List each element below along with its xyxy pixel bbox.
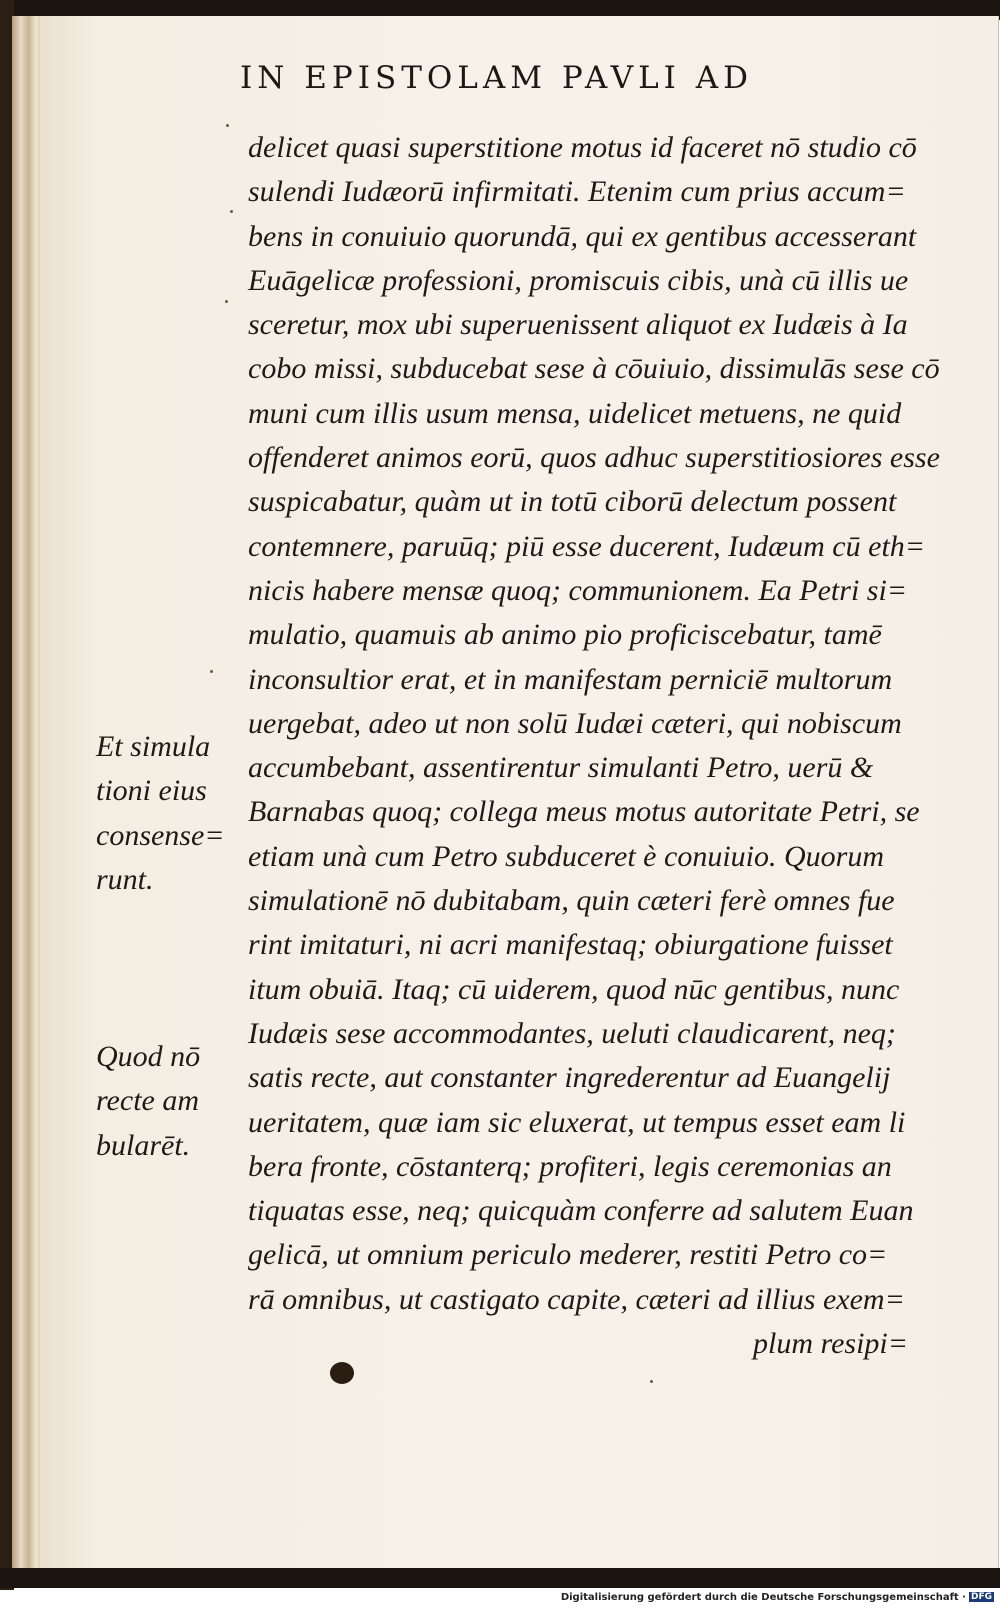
- text-line: offenderet animos eorū, quos adhuc superstitiosiores esse: [248, 441, 940, 475]
- text-line: simulationē nō dubitabam, quin cæteri ferè omnes fue: [248, 884, 895, 918]
- margin-note-line: bularēt.: [96, 1128, 191, 1162]
- main-text-block: [248, 126, 940, 1366]
- text-line: uergebat, adeo ut non solū Iudæi cæteri, qui nobiscum: [248, 706, 902, 740]
- margin-note-line: Quod nō: [96, 1040, 201, 1073]
- margin-note-simulation: [96, 725, 225, 902]
- text-line: inconsultior erat, et in manifestam perniciē multorum: [248, 662, 893, 696]
- text-line: Euāgelicæ professioni, promiscuis cibis, unà cū illis ue: [248, 263, 909, 297]
- paper-speck: [230, 210, 233, 213]
- text-line: bens in conuiuio quorundā, qui ex gentibus accesserant: [248, 219, 917, 253]
- text-line: sulendi Iudæorū infirmitati. Etenim cum prius accum=: [248, 175, 906, 209]
- text-line: suspicabatur, quàm ut in totū ciborū delectum possent: [248, 485, 897, 519]
- text-line: nicis habere mensæ quoq; communionem. Ea Petri si=: [248, 573, 908, 607]
- margin-note-line: tioni eius: [96, 774, 207, 808]
- text-line: gelicā, ut omnium periculo mederer, restiti Petro co=: [248, 1238, 888, 1272]
- text-line: accumbebant, assentirentur simulanti Petro, uerū &: [248, 751, 874, 785]
- digitization-credit: [561, 1592, 994, 1603]
- running-head: IN EPISTOLAM PAVLI AD: [240, 60, 754, 96]
- margin-note-not-right: [96, 1035, 200, 1168]
- text-line: rint imitaturi, ni acri manifestaq; obiurgatione fuisset: [248, 928, 893, 962]
- text-line: ueritatem, quæ iam sic eluxerat, ut tempus esset eam li: [248, 1105, 906, 1139]
- margin-note-line: Et simula: [96, 730, 211, 763]
- text-line: bera fronte, cōstanterq; profiteri, legis ceremonias an: [248, 1149, 892, 1183]
- paper-speck: [210, 670, 213, 673]
- text-line: rā omnibus, ut castigato capite, cæteri ad illius exem=: [248, 1282, 905, 1316]
- catchword: plum resipi=: [753, 1327, 908, 1361]
- text-line: muni cum illis usum mensa, uidelicet metuens, ne quid: [248, 396, 902, 430]
- text-line: contemnere, paruūq; piū esse ducerent, Iudæum cū eth=: [248, 529, 926, 563]
- paper-speck: [225, 300, 228, 303]
- paper-speck: [226, 124, 229, 127]
- text-line: itum obuiā. Itaq; cū uiderem, quod nūc gentibus, nunc: [248, 972, 900, 1006]
- text-line: satis recte, aut constanter ingrederentur ad Euangelij: [248, 1061, 891, 1095]
- text-line: sceretur, mox ubi superuenissent aliquot ex Iudæis à Ia: [248, 308, 908, 342]
- footer-text: Digitalisierung gefördert durch die Deutsche Forschungsgemeinschaft ·: [560, 1592, 966, 1603]
- text-line: mulatio, quamuis ab animo pio proficiscebatur, tamē: [248, 618, 882, 652]
- text-line: Iudæis sese accommodantes, ueluti claudicarent, neq;: [248, 1016, 896, 1050]
- text-line: cobo missi, subducebat sese à cōuiuio, dissimulās sese cō: [248, 352, 940, 386]
- dfg-logo-icon: DFG: [970, 1592, 992, 1602]
- scan-bottom-border: [0, 1568, 1000, 1588]
- text-line: tiquatas esse, neq; quicquàm conferre ad salutem Euan: [248, 1194, 914, 1228]
- margin-note-line: runt.: [96, 862, 154, 896]
- text-line: delicet quasi superstitione motus id faceret nō studio cō: [248, 131, 917, 164]
- page-edges: [12, 16, 42, 1576]
- ink-blot: [330, 1362, 354, 1384]
- margin-note-line: recte am: [96, 1084, 200, 1118]
- paper-speck: [650, 1380, 653, 1383]
- margin-note-line: consense=: [96, 818, 225, 852]
- text-line: etiam unà cum Petro subduceret è conuiuio. Quorum: [248, 839, 884, 873]
- text-line: Barnabas quoq; collega meus motus autoritate Petri, se: [248, 795, 920, 829]
